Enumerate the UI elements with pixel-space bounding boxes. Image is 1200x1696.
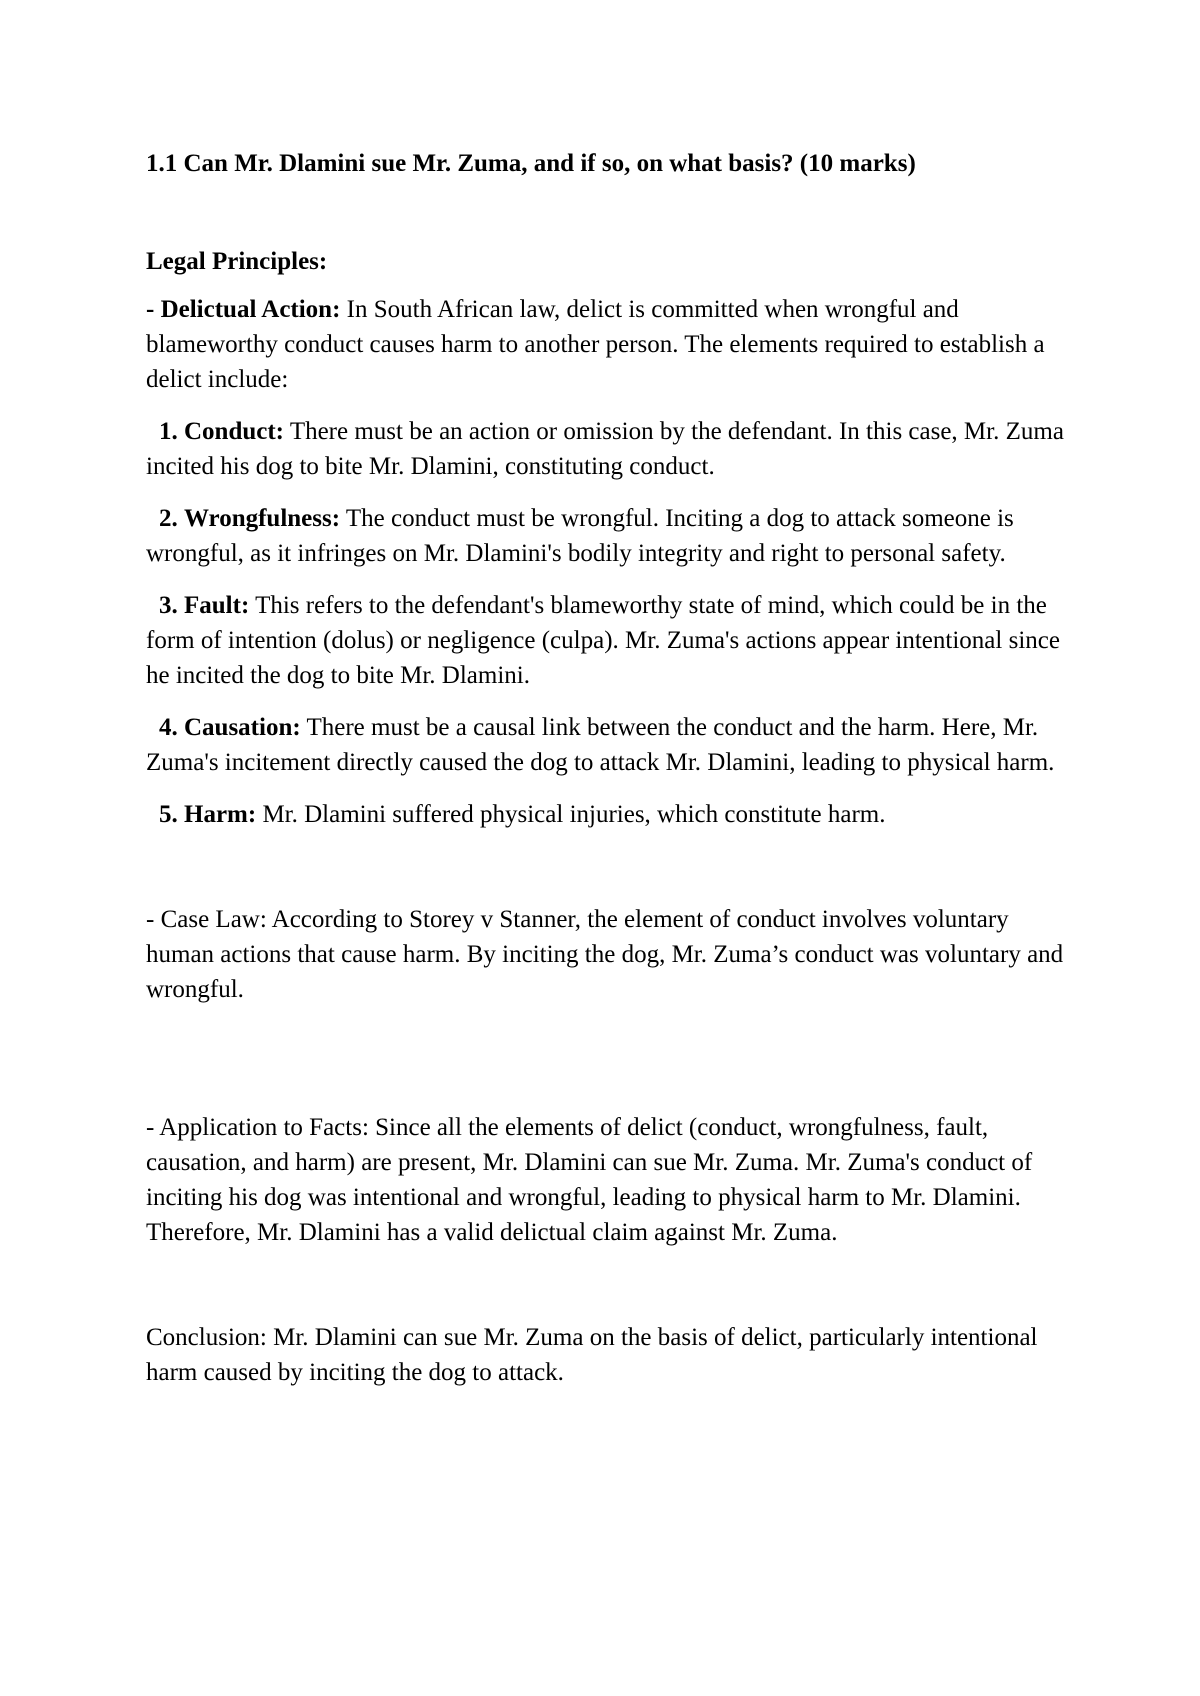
element-number: 1.	[159, 418, 178, 445]
element-term: Harm:	[184, 801, 257, 828]
element-text: The conduct must be wrongful. Inciting a dog to attack someone is wrongful, as it infringes on Mr. Dlamini's bodily integrity and right to personal safety.	[146, 505, 1014, 567]
document-body	[146, 146, 1076, 1390]
element-conduct	[146, 414, 1076, 484]
element-number: 2.	[159, 505, 178, 532]
question-title: 1.1 Can Mr. Dlamini sue Mr. Zuma, and if so, on what basis? (10 marks)	[146, 150, 916, 177]
element-term: Wrongfulness:	[184, 505, 341, 532]
element-number: 4.	[159, 714, 178, 741]
case-law-paragraph: - Case Law: According to Storey v Stanner, the element of conduct involves voluntary human actions that cause harm. By inciting the dog, Mr. Zuma’s conduct was voluntary and wrongful.	[146, 906, 1064, 1003]
conclusion-paragraph: Conclusion: Mr. Dlamini can sue Mr. Zuma on the basis of delict, particularly intentional harm caused by inciting the dog to attack.	[146, 1324, 1038, 1386]
delictual-action-paragraph	[146, 292, 1076, 397]
element-harm	[146, 797, 1076, 832]
delictual-action-term: Delictual Action:	[160, 296, 341, 323]
element-term: Causation:	[184, 714, 301, 741]
legal-principles-label: Legal Principles:	[146, 248, 328, 275]
element-text: There must be a causal link between the conduct and the harm. Here, Mr. Zuma's incitement directly caused the dog to attack Mr. Dlamini, leading to physical harm.	[146, 714, 1055, 776]
element-term: Conduct:	[184, 418, 285, 445]
element-number: 3.	[159, 592, 178, 619]
element-text: There must be an action or omission by the defendant. In this case, Mr. Zuma incited his dog to bite Mr. Dlamini, constituting conduct.	[146, 418, 1064, 480]
element-wrongfulness	[146, 501, 1076, 571]
element-text: Mr. Dlamini suffered physical injuries, which constitute harm.	[256, 801, 886, 828]
intro-prefix: -	[146, 296, 161, 323]
element-fault	[146, 588, 1076, 693]
element-term: Fault:	[184, 592, 250, 619]
application-paragraph: - Application to Facts: Since all the elements of delict (conduct, wrongfulness, fault, causation, and harm) are present, Mr. Dlamini can sue Mr. Zuma. Mr. Zuma's conduct of inciting his dog was intentional and wrongful, leading to physical harm to Mr. Dlamini. Therefore, Mr. Dlamini has a valid delictual claim against Mr. Zuma.	[146, 1114, 1033, 1246]
element-number: 5.	[159, 801, 178, 828]
element-text: This refers to the defendant's blameworthy state of mind, which could be in the form of intention (dolus) or negligence (culpa). Mr. Zuma's actions appear intentional since he incited the dog to bite Mr. Dlamini.	[146, 592, 1060, 689]
delictual-action-text: In South African law, delict is committed when wrongful and blameworthy conduct causes harm to another person. The elements required to establish a delict include:	[146, 296, 1045, 393]
element-causation	[146, 710, 1076, 780]
